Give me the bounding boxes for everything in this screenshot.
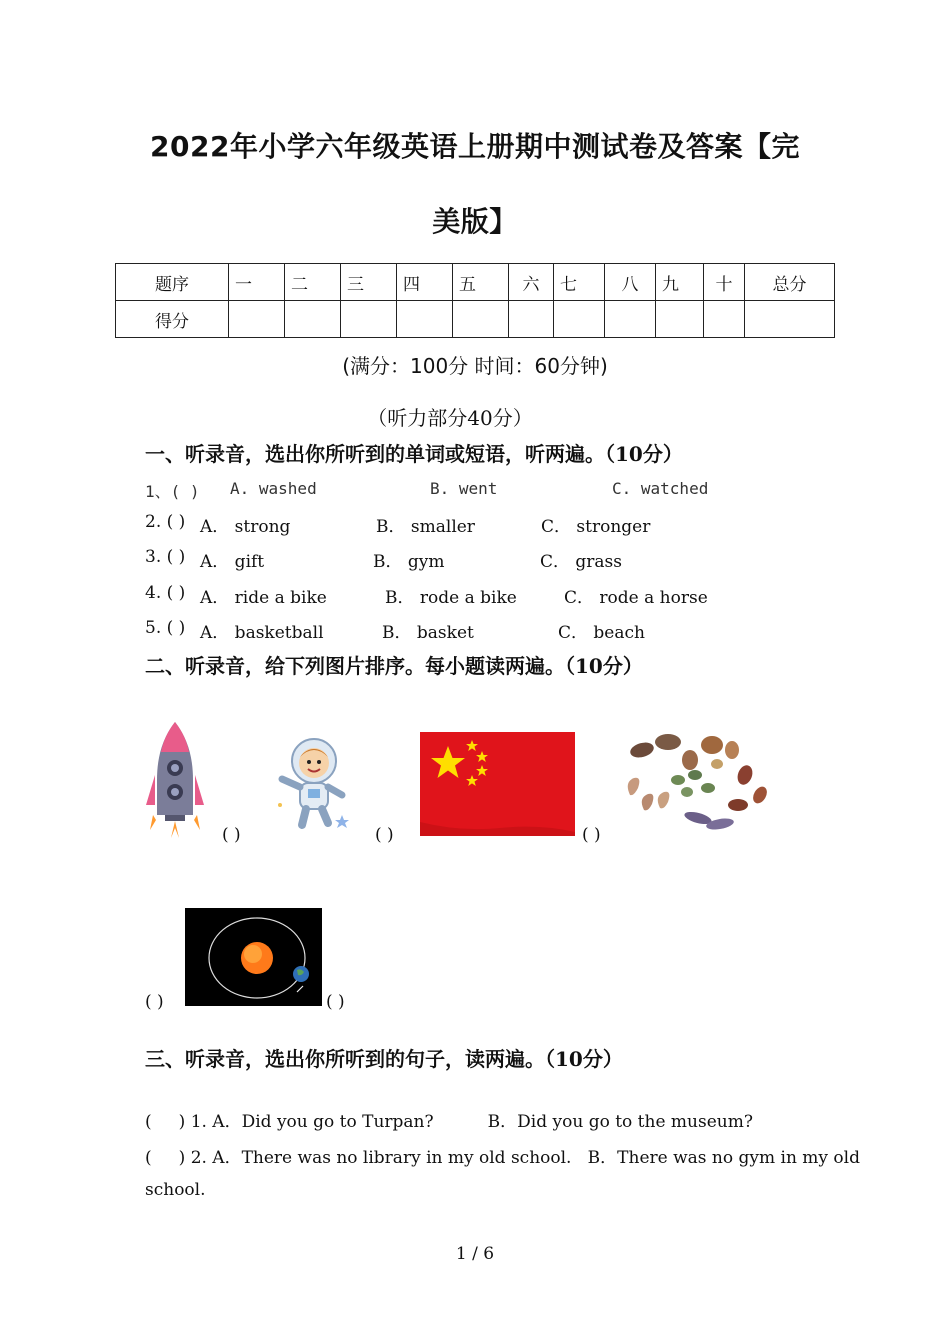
cell-2: 二: [285, 264, 341, 301]
q2-option-a: A． strong: [200, 517, 291, 537]
cell-8: 八: [605, 264, 656, 301]
q3-number: 3. ( ): [145, 547, 186, 567]
page-number: 1 / 6: [455, 1244, 495, 1264]
q3-option-c: C． grass: [540, 552, 623, 572]
score-cell[interactable]: [605, 301, 656, 338]
q2-option-c: C． stronger: [541, 517, 651, 537]
q4-number: 4. ( ): [145, 583, 186, 603]
cell-total: 总分: [745, 264, 835, 301]
cell-score-label: 得分: [116, 301, 229, 338]
q5-option-c: C． beach: [558, 623, 645, 643]
cell-6: 六: [509, 264, 554, 301]
picture-2-answer-bracket[interactable]: ( ): [375, 825, 394, 845]
listening-header: （听力部分40分）: [367, 406, 533, 430]
section3-question-1: ( ) 1. A．Did you go to Turpan? B．Did you go to the museum?: [145, 1112, 753, 1132]
section3-heading: 三、听录音，选出你所听到的句子，读两遍。（10分）: [145, 1047, 623, 1071]
score-table-score-row: [116, 301, 835, 338]
cell-7: 七: [554, 264, 605, 301]
picture-1-answer-bracket[interactable]: ( ): [222, 825, 241, 845]
solar-orbit-image: [185, 908, 322, 1006]
cell-1: 一: [229, 264, 285, 301]
china-flag-image: [420, 732, 575, 836]
score-cell[interactable]: [745, 301, 835, 338]
section3-question-2-line2: school.: [145, 1180, 206, 1200]
section3-question-2-line1: ( ) 2. A．There was no library in my old school. B．There was no gym in my old: [145, 1148, 860, 1168]
picture-4-answer-bracket[interactable]: ( ): [145, 992, 164, 1012]
q1-number: 1、( ): [145, 482, 200, 501]
q1-option-a: A. washed: [230, 479, 317, 498]
cell-5: 五: [453, 264, 509, 301]
q5-option-a: A． basketball: [200, 623, 324, 643]
picture-5-answer-bracket[interactable]: ( ): [326, 992, 345, 1012]
score-cell[interactable]: [341, 301, 397, 338]
q4-option-a: A． ride a bike: [200, 588, 327, 608]
q3-option-a: A． gift: [200, 552, 265, 572]
score-cell[interactable]: [554, 301, 605, 338]
q3-option-b: B． gym: [373, 552, 445, 572]
q4-option-c: C． rode a horse: [564, 588, 708, 608]
score-cell[interactable]: [453, 301, 509, 338]
astronaut-image: [272, 735, 357, 830]
seeds-image: [620, 730, 770, 838]
q2-number: 2. ( ): [145, 512, 186, 532]
cell-4: 四: [397, 264, 453, 301]
cell-10: 十: [704, 264, 745, 301]
picture-3-answer-bracket[interactable]: ( ): [582, 825, 601, 845]
section1-heading: 一、听录音，选出你所听到的单词或短语，听两遍。（10分）: [145, 442, 683, 466]
score-cell[interactable]: [285, 301, 341, 338]
q5-number: 5. ( ): [145, 618, 186, 638]
exam-info: (满分：100分 时间：60分钟): [342, 354, 608, 378]
score-cell[interactable]: [397, 301, 453, 338]
q1-option-b: B. went: [430, 479, 498, 498]
cell-3: 三: [341, 264, 397, 301]
page-title-line1: 2022年小学六年级英语上册期中测试卷及答案【完: [150, 130, 800, 163]
q5-option-b: B． basket: [382, 623, 474, 643]
q2-option-b: B． smaller: [376, 517, 475, 537]
score-table: [115, 263, 835, 338]
section2-heading: 二、听录音，给下列图片排序。每小题读两遍。（10分）: [145, 654, 643, 678]
cell-9: 九: [656, 264, 704, 301]
q4-option-b: B． rode a bike: [385, 588, 517, 608]
score-cell[interactable]: [656, 301, 704, 338]
score-table-header-row: [116, 264, 835, 301]
score-cell[interactable]: [229, 301, 285, 338]
q1-option-c: C. watched: [612, 479, 709, 498]
score-cell[interactable]: [704, 301, 745, 338]
score-cell[interactable]: [509, 301, 554, 338]
rocket-image: [143, 720, 208, 840]
cell-label: 题序: [116, 264, 229, 301]
page-title-line2: 美版】: [432, 205, 518, 238]
